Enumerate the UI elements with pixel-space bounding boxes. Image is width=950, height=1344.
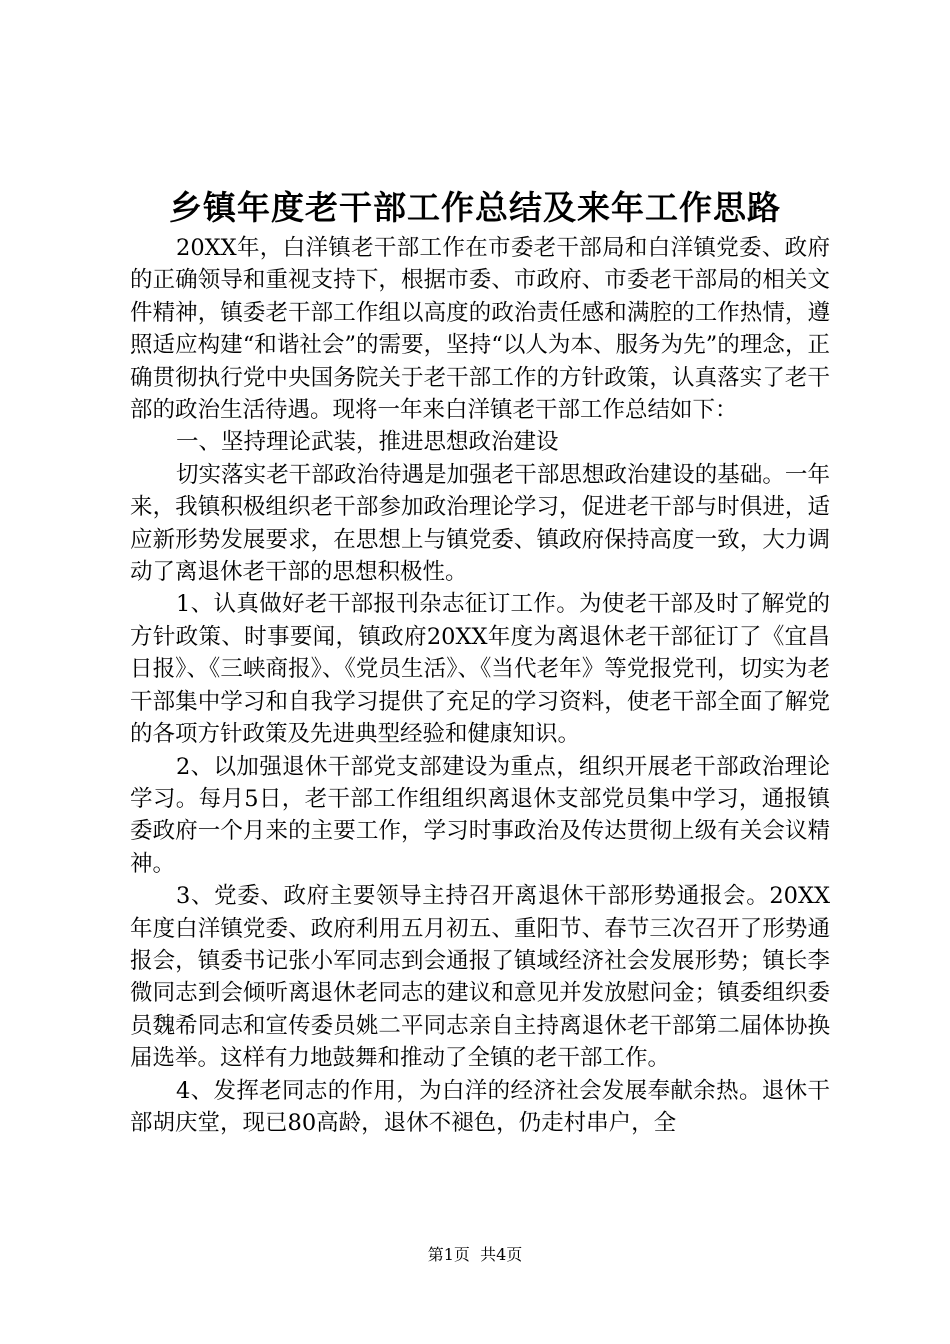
document-body: [130, 232, 830, 1139]
paragraph-item-4: 4、发挥老同志的作用，为白洋的经济社会发展奉献余热。退休干部胡庆堂，现已80高龄，退休不褪色，仍走村串户，全: [130, 1077, 830, 1136]
paragraph-item-3: 3、党委、政府主要领导主持召开离退休干部形势通报会。20XX年度白洋镇党委、政府利用五月初五、重阳节、春节三次召开了形势通报会，镇委书记张小军同志到会通报了镇域经济社会发展形势；镇长李微同志到会倾听离退休老同志的建议和意见并发放慰问金；镇委组织委员魏希同志和宣传委员姚二平同志亲自主持离退休老干部第二届体协换届选举。这样有力地鼓舞和推动了全镇的老干部工作。: [130, 883, 830, 1072]
page-total: 共4页: [480, 1245, 523, 1264]
paragraph-intro: 20XX年，白洋镇老干部工作在市委老干部局和白洋镇党委、政府的正确领导和重视支持下，根据市委、市政府、市委老干部局的相关文件精神，镇委老干部工作组以高度的政治责任感和满腔的工作热情，遵照适应构建“和谐社会”的需要，坚持“以人为本、服务为先”的理念，正确贯彻执行党中央国务院关于老干部工作的方针政策，认真落实了老干部的政治生活待遇。现将一年来白洋镇老干部工作总结如下：: [130, 235, 830, 424]
document-title: 乡镇年度老干部工作总结及来年工作思路: [169, 188, 781, 227]
page-number: 第1页: [427, 1245, 470, 1264]
paragraph-item-2: 2、以加强退休干部党支部建设为重点，组织开展老干部政治理论学习。每月5日，老干部工作组组织离退休支部党员集中学习，通报镇委政府一个月来的主要工作，学习时事政治及传达贯彻上级有关会议精神。: [130, 753, 830, 877]
section-heading-1: 一、坚持理论武装，推进思想政治建设: [176, 429, 559, 456]
paragraph-section-1: 切实落实老干部政治待遇是加强老干部思想政治建设的基础。一年来，我镇积极组织老干部参加政治理论学习，促进老干部与时俱进，适应新形势发展要求，在思想上与镇党委、镇政府保持高度一致，大力调动了离退休老干部的思想积极性。: [130, 461, 830, 586]
paragraph-item-1: 1、认真做好老干部报刊杂志征订工作。为使老干部及时了解党的方针政策、时事要闻，镇政府20XX年度为离退休老干部征订了《宜昌日报》、《三峡商报》、《党员生活》、《当代老年》等党报党刊，切实为老干部集中学习和自我学习提供了充足的学习资料，使老干部全面了解党的各项方针政策及先进典型经验和健康知识。: [130, 591, 830, 748]
page-footer: [0, 1244, 950, 1266]
